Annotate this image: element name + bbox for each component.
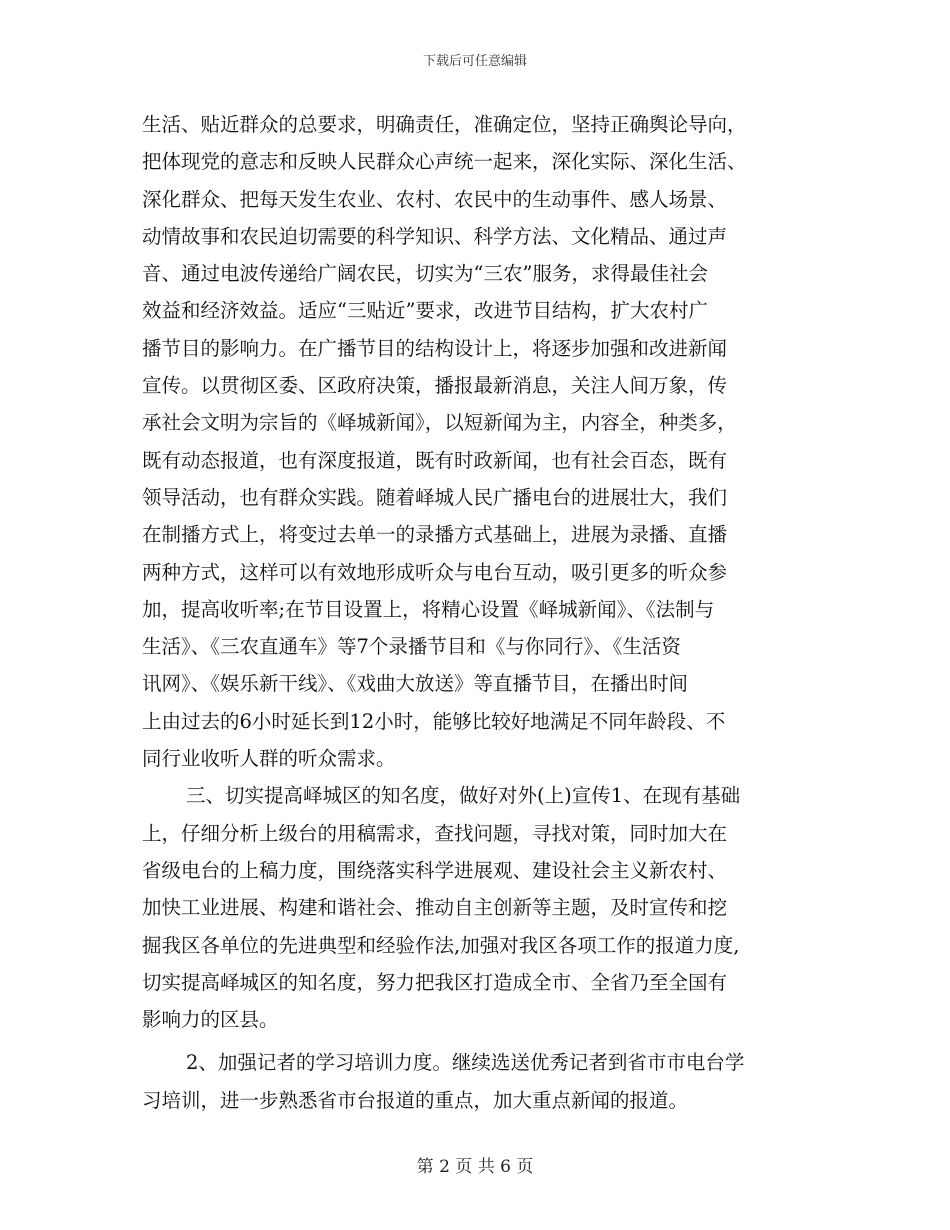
- text-line: 加，提高收听率;在节目设置上，将精心设置《峄城新闻》、《法制与: [142, 597, 715, 621]
- page-number: 第 2 页 共 6 页: [416, 1157, 534, 1177]
- text-line: 效益和经济效益。适应“三贴近”要求，改进节目结构，扩大农村广: [142, 299, 708, 323]
- text-line: 同行业收听人群的听众需求。: [142, 747, 396, 771]
- paragraph-first-line: 2、加强记者的学习培训力度。继续选送优秀记者到省市市电台学: [186, 1051, 745, 1075]
- text-line: 上，仔细分析上级台的用稿需求，查找问题，寻找对策，同时加大在: [142, 821, 728, 845]
- text-line: 生活》、《三农直通车》等7个录播节目和《与你同行》、《生活资: [142, 635, 681, 659]
- text-line: 掘我区各单位的先进典型和经验作法,加强对我区各项工作的报道力度,: [142, 933, 740, 957]
- text-line: 切实提高峄城区的知名度，努力把我区打造成全市、全省乃至全国有: [142, 970, 728, 994]
- text-line: 音、通过电波传递给广阔农民，切实为“三农”服务，求得最佳社会: [142, 262, 708, 286]
- text-line: 影响力的区县。: [142, 1008, 279, 1032]
- text-line: 深化群众、把每天发生农业、农村、农民中的生动事件、感人场景、: [142, 187, 728, 211]
- text-line: 承社会文明为宗旨的《峄城新闻》，以短新闻为主，内容全，种类多，: [142, 411, 737, 435]
- paragraph-first-line: 三、切实提高峄城区的知名度，做好对外(上)宣传1、在现有基础: [186, 784, 741, 808]
- text-line: 上由过去的6小时延长到12小时，能够比较好地满足不同年龄段、不: [142, 709, 726, 733]
- document-body: [142, 106, 814, 1119]
- text-line: 加快工业进展、构建和谐社会、推动自主创新等主题，及时宣传和挖: [142, 896, 728, 920]
- page-header-note: 下载后可任意编辑: [422, 54, 527, 69]
- text-line: 两种方式，这样可以有效地形成听众与电台互动，吸引更多的听众参: [142, 560, 728, 584]
- text-line: 领导活动，也有群众实践。随着峄城人民广播电台的进展壮大，我们: [142, 485, 728, 509]
- text-line: 讯网》、《娱乐新干线》、《戏曲大放送》等直播节目，在播出时间: [142, 672, 689, 696]
- text-line: 既有动态报道，也有深度报道，既有时政新闻，也有社会百态，既有: [142, 448, 728, 472]
- text-line: 习培训，进一步熟悉省市台报道的重点，加大重点新闻的报道。: [142, 1088, 689, 1112]
- text-line: 省级电台的上稿力度，围绕落实科学进展观、建设社会主义新农村、: [142, 858, 728, 882]
- text-line: 在制播方式上，将变过去单一的录播方式基础上，进展为录播、直播: [142, 523, 728, 547]
- text-line: 把体现党的意志和反映人民群众心声统一起来，深化实际、深化生活、: [142, 150, 747, 174]
- text-line: 生活、贴近群众的总要求，明确责任，准确定位，坚持正确舆论导向，: [142, 113, 747, 136]
- text-line: 动情故事和农民迫切需要的科学知识、科学方法、文化精品、通过声: [142, 224, 728, 248]
- text-line: 宣传。以贯彻区委、区政府决策，播报最新消息，关注人间万象，传: [142, 374, 728, 398]
- text-line: 播节目的影响力。在广播节目的结构设计上，将逐步加强和改进新闻: [142, 336, 728, 360]
